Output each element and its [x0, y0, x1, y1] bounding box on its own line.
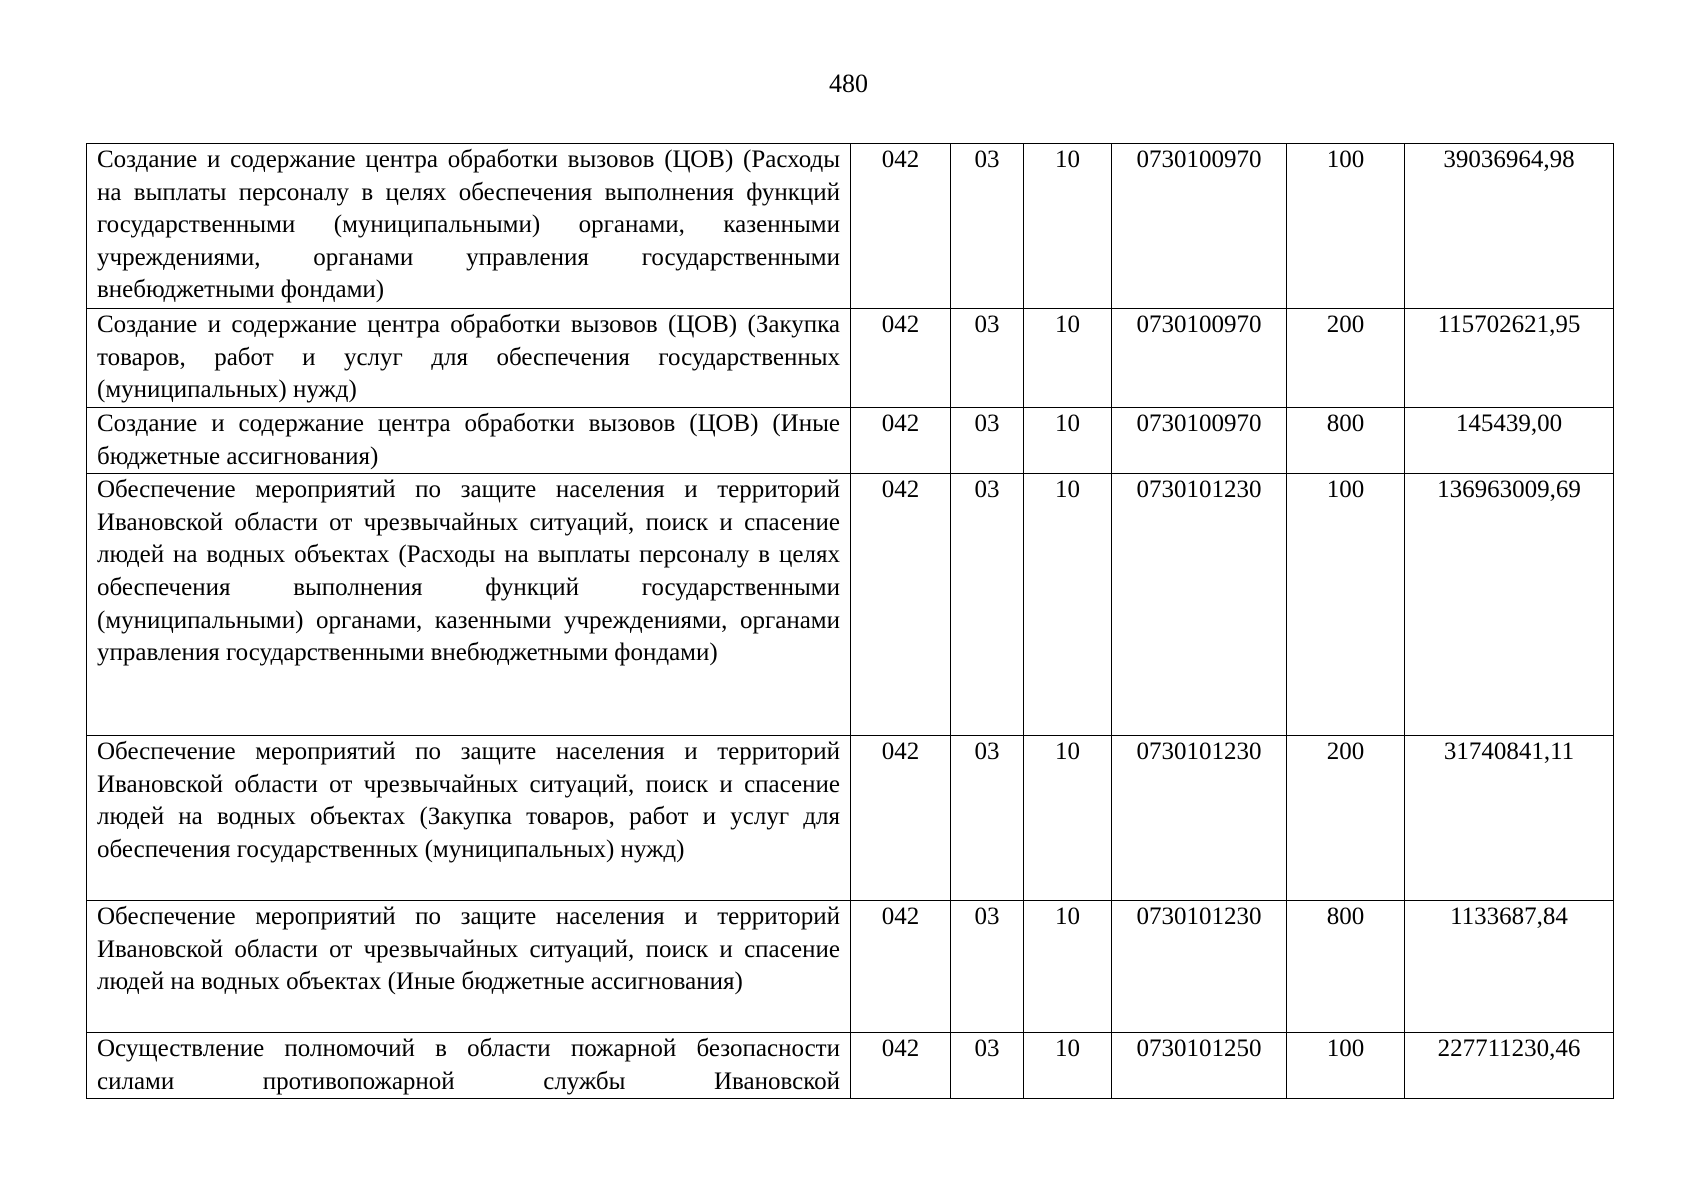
- section-code: 03: [951, 736, 1024, 901]
- amount: 39036964,98: [1405, 144, 1614, 309]
- target-article-code: 0730101230: [1112, 474, 1287, 736]
- ministry-code: 042: [851, 736, 951, 901]
- subsection-code: 10: [1024, 408, 1112, 474]
- target-article-code: 0730101230: [1112, 901, 1287, 1033]
- table-row: [87, 474, 1614, 736]
- row-description: Обеспечение мероприятий по защите населения и территорий Ивановской области от чрезвычайных ситуаций, поиск и спасение людей на водных объектах (Расходы на выплаты персоналу в целях обеспечения выполнения функций государственными (муниципальными) органами, казенными учреждениями, органами управления государственными внебюджетными фондами): [87, 474, 851, 736]
- ministry-code: 042: [851, 144, 951, 309]
- ministry-code: 042: [851, 1033, 951, 1099]
- table-row: [87, 144, 1614, 309]
- ministry-code: 042: [851, 309, 951, 408]
- row-description: Обеспечение мероприятий по защите населения и территорий Ивановской области от чрезвычайных ситуаций, поиск и спасение людей на водных объектах (Закупка товаров, работ и услуг для обеспечения государственных (муниципальных) нужд): [87, 736, 851, 901]
- table-row: [87, 736, 1614, 901]
- amount: 115702621,95: [1405, 309, 1614, 408]
- section-code: 03: [951, 901, 1024, 1033]
- subsection-code: 10: [1024, 1033, 1112, 1099]
- amount: 145439,00: [1405, 408, 1614, 474]
- amount: 1133687,84: [1405, 901, 1614, 1033]
- subsection-code: 10: [1024, 474, 1112, 736]
- section-code: 03: [951, 1033, 1024, 1099]
- subsection-code: 10: [1024, 144, 1112, 309]
- ministry-code: 042: [851, 474, 951, 736]
- row-description: Обеспечение мероприятий по защите населения и территорий Ивановской области от чрезвычайных ситуаций, поиск и спасение людей на водных объектах (Иные бюджетные ассигнования): [87, 901, 851, 1033]
- subsection-code: 10: [1024, 309, 1112, 408]
- table-row: [87, 901, 1614, 1033]
- section-code: 03: [951, 144, 1024, 309]
- row-description: Создание и содержание центра обработки вызовов (ЦОВ) (Иные бюджетные ассигнования): [87, 408, 851, 474]
- ministry-code: 042: [851, 901, 951, 1033]
- target-article-code: 0730100970: [1112, 309, 1287, 408]
- target-article-code: 0730101230: [1112, 736, 1287, 901]
- expense-type-code: 800: [1287, 901, 1405, 1033]
- budget-table: [86, 143, 1614, 1099]
- amount: 227711230,46: [1405, 1033, 1614, 1099]
- target-article-code: 0730100970: [1112, 408, 1287, 474]
- section-code: 03: [951, 474, 1024, 736]
- table-row: [87, 1033, 1614, 1099]
- expense-type-code: 100: [1287, 474, 1405, 736]
- table-row: [87, 309, 1614, 408]
- target-article-code: 0730101250: [1112, 1033, 1287, 1099]
- amount: 136963009,69: [1405, 474, 1614, 736]
- expense-type-code: 200: [1287, 736, 1405, 901]
- row-description: Создание и содержание центра обработки вызовов (ЦОВ) (Расходы на выплаты персоналу в целях обеспечения выполнения функций государственными (муниципальными) органами, казенными учреждениями, органами управления государственными внебюджетными фондами): [87, 144, 851, 309]
- page-number: 480: [829, 69, 868, 98]
- section-code: 03: [951, 309, 1024, 408]
- row-description: Осуществление полномочий в области пожарной безопасности силами противопожарной службы Ивановской: [87, 1033, 851, 1099]
- table-row: [87, 408, 1614, 474]
- ministry-code: 042: [851, 408, 951, 474]
- amount: 31740841,11: [1405, 736, 1614, 901]
- target-article-code: 0730100970: [1112, 144, 1287, 309]
- section-code: 03: [951, 408, 1024, 474]
- subsection-code: 10: [1024, 736, 1112, 901]
- expense-type-code: 800: [1287, 408, 1405, 474]
- expense-type-code: 200: [1287, 309, 1405, 408]
- expense-type-code: 100: [1287, 144, 1405, 309]
- subsection-code: 10: [1024, 901, 1112, 1033]
- expense-type-code: 100: [1287, 1033, 1405, 1099]
- row-description: Создание и содержание центра обработки вызовов (ЦОВ) (Закупка товаров, работ и услуг для обеспечения государственных (муниципальных) нужд): [87, 309, 851, 408]
